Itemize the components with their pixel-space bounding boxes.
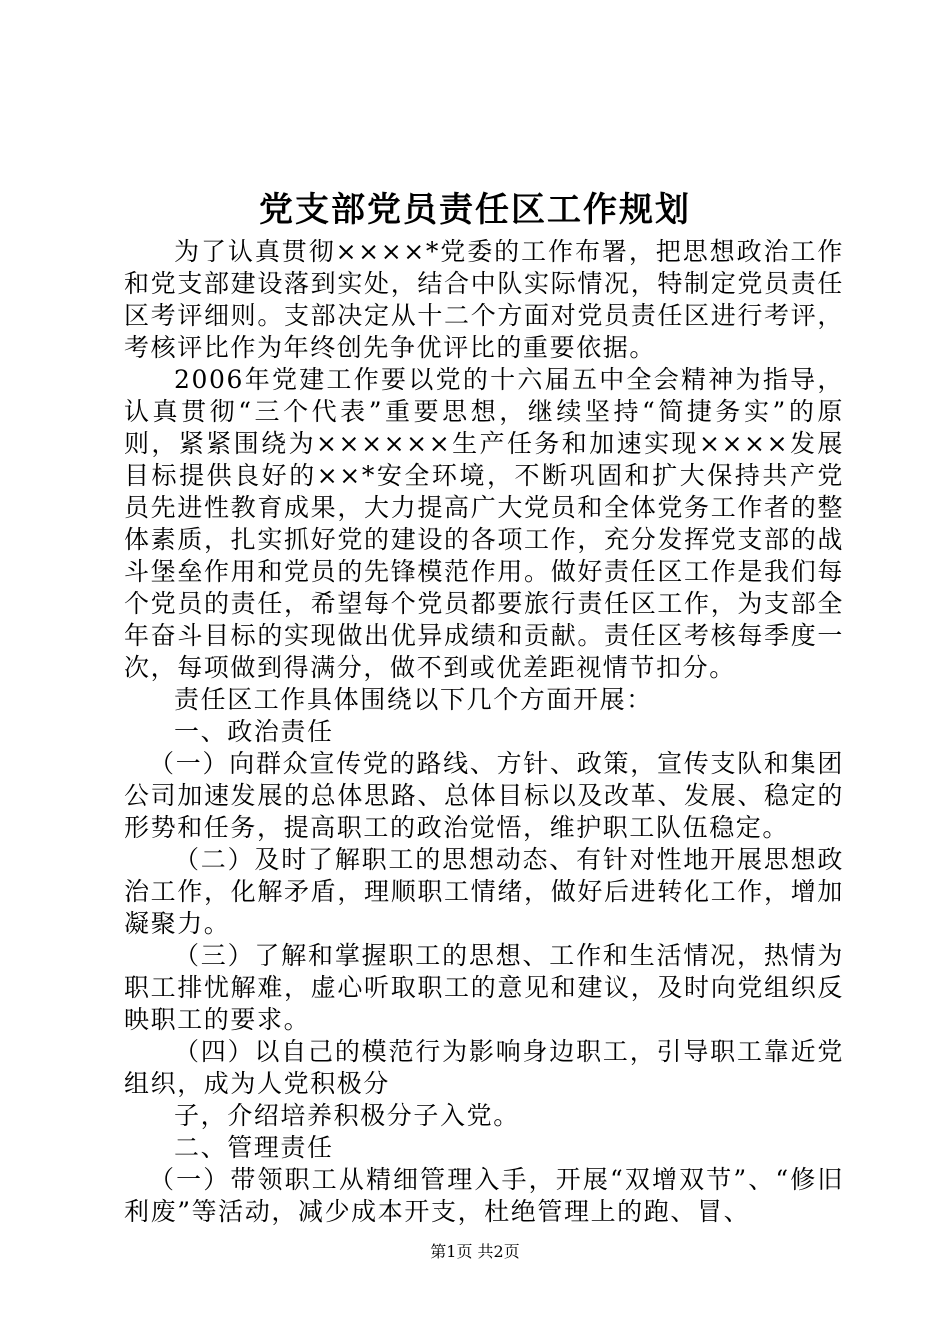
section-heading-political: 一、政治责任 xyxy=(174,717,334,746)
political-item-4: （四）以自己的模范行为影响身边职工，引导职工靠近党组织，成为人党积极分 xyxy=(124,1037,844,1098)
scope-paragraph: 责任区工作具体围绕以下几个方面开展： xyxy=(174,685,653,714)
document-body xyxy=(124,236,844,1228)
political-item-2: （二）及时了解职工的思想动态、有针对性地开展思想政治工作，化解矛盾，理顺职工情绪，做好后进转化工作，增加凝聚力。 xyxy=(124,845,844,938)
political-item-4-continued: 子，介绍培养积极分子入党。 xyxy=(174,1101,520,1130)
intro-paragraph: 为了认真贯彻××××*党委的工作布署，把思想政治工作和党支部建设落到实处，结合中队实际情况，特制定党员责任区考评细则。支部决定从十二个方面对党员责任区进行考评，考核评比作为年终创先争优评比的重要依据。 xyxy=(124,237,844,362)
political-item-3: （三）了解和掌握职工的思想、工作和生活情况，热情为职工排忧解难，虚心听取职工的意见和建议，及时向党组织反映职工的要求。 xyxy=(124,941,844,1034)
management-item-1: （一）带领职工从精细管理入手，开展“双增双节”、“修旧利废”等活动，减少成本开支，杜绝管理上的跑、冒、 xyxy=(124,1165,844,1226)
political-item-1: （一）向群众宣传党的路线、方针、政策，宣传支队和集团公司加速发展的总体思路、总体目标以及改革、发展、稳定的形势和任务，提高职工的政治觉悟，维护职工队伍稳定。 xyxy=(124,749,844,842)
page-footer: 第1页 共2页 xyxy=(430,1242,520,1261)
guideline-paragraph: 2006年党建工作要以党的十六届五中全会精神为指导，认真贯彻“三个代表”重要思想，继续坚持“简捷务实”的原则，紧紧围绕为××××××生产任务和加速实现××××发展目标提供良好的××*安全环境，不断巩固和扩大保持共产党员先进性教育成果，大力提高广大党员和全体党务工作者的整体素质，扎实抓好党的建设的各项工作，充分发挥党支部的战斗堡垒作用和党员的先锋模范作用。做好责任区工作是我们每个党员的责任，希望每个党员都要旅行责任区工作，为支部全年奋斗目标的实现做出优异成绩和贡献。责任区考核每季度一次，每项做到得满分，做不到或优差距视情节扣分。 xyxy=(124,365,844,682)
page-title: 党支部党员责任区工作规划 xyxy=(259,190,691,230)
section-heading-management: 二、管理责任 xyxy=(174,1133,334,1162)
